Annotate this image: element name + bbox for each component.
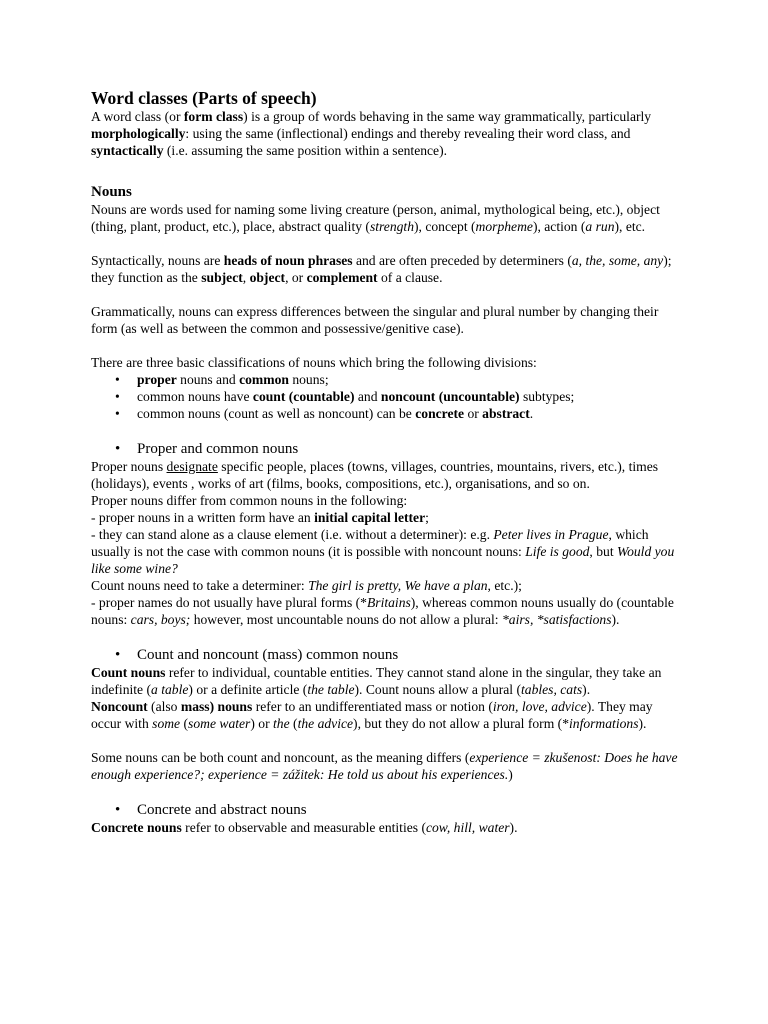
page-title: Word classes (Parts of speech) (91, 88, 317, 108)
proper-nouns-paragraph: Proper nouns designate specific people, places (towns, villages, countries, mountains, rivers, etc.), times (holidays), events , works of art (films, books, compositions, etc.), organisations, and so on. (91, 459, 659, 491)
nouns-grammar-paragraph: Grammatically, nouns can express differences between the singular and plural number by changing their form (as well as between the common and possessive/genitive case). (91, 304, 659, 336)
intro-paragraph: A word class (or form class) is a group of words behaving in the same way grammatically, particularly morphologically: using the same (inflectional) endings and thereby revealing their word class, and syntactically (i.e. assuming the same position within a sentence). (91, 109, 652, 158)
proper-differences-intro: Proper nouns differ from common nouns in the following: (91, 493, 408, 508)
count-determiner-note: Count nouns need to take a determiner: The girl is pretty, We have a plan, etc.); (91, 578, 522, 593)
nouns-syntax-paragraph: Syntactically, nouns are heads of noun phrases and are often preceded by determiners (a, the, some, any); they function as the subject, object, or complement of a clause. (91, 253, 672, 285)
classifications-intro: There are three basic classifications of nouns which bring the following divisions: (91, 355, 537, 370)
list-item: • common nouns have count (countable) and noncount (uncountable) subtypes; (91, 388, 683, 405)
concrete-nouns-paragraph: Concrete nouns refer to observable and measurable entities (cow, hill, water). (91, 820, 518, 835)
count-noncount-heading: • Count and noncount (mass) common nouns (91, 646, 683, 664)
both-count-noncount-paragraph: Some nouns can be both count and noncount, as the meaning differs (experience = zkušenost: Does he have enough experience?; experience = zážitek: He told us about his experiences.) (91, 750, 678, 782)
proper-difference-standalone: - they can stand alone as a clause element (i.e. without a determiner): e.g. Peter lives in Prague, which usually is not the case with common nouns (it is possible with noncount nouns: Life is good, but Would you like some wine? (91, 527, 675, 576)
document-content (91, 88, 683, 836)
nouns-heading: Nouns (91, 184, 132, 200)
proper-difference-capital: - proper nouns in a written form have an initial capital letter; (91, 510, 429, 525)
proper-common-heading: • Proper and common nouns (91, 440, 683, 458)
nouns-definition-paragraph: Nouns are words used for naming some living creature (person, animal, mythological being, etc.), object (thing, plant, product, etc.), place, abstract quality (strength), concept (morpheme), action (a run), etc. (91, 202, 660, 234)
list-item: • common nouns (count as well as noncount) can be concrete or abstract. (91, 405, 683, 422)
noncount-nouns-paragraph: Noncount (also mass) nouns refer to an undifferentiated mass or notion (iron, love, advice). They may occur with some (some water) or the (the advice), but they do not allow a plural form (*informations). (91, 699, 653, 731)
concrete-abstract-heading: • Concrete and abstract nouns (91, 801, 683, 819)
count-nouns-paragraph: Count nouns refer to individual, countable entities. They cannot stand alone in the singular, they take an indefinite (a table) or a definite article (the table). Count nouns allow a plural (tables, cats). (91, 665, 662, 697)
list-item: • proper nouns and common nouns; (91, 371, 683, 388)
classification-list (91, 371, 683, 422)
proper-difference-plural: - proper names do not usually have plural forms (*Britains), whereas common nouns usually do (countable nouns: cars, boys; however, most uncountable nouns do not allow a plural: *airs, *satisfactions). (91, 595, 674, 627)
